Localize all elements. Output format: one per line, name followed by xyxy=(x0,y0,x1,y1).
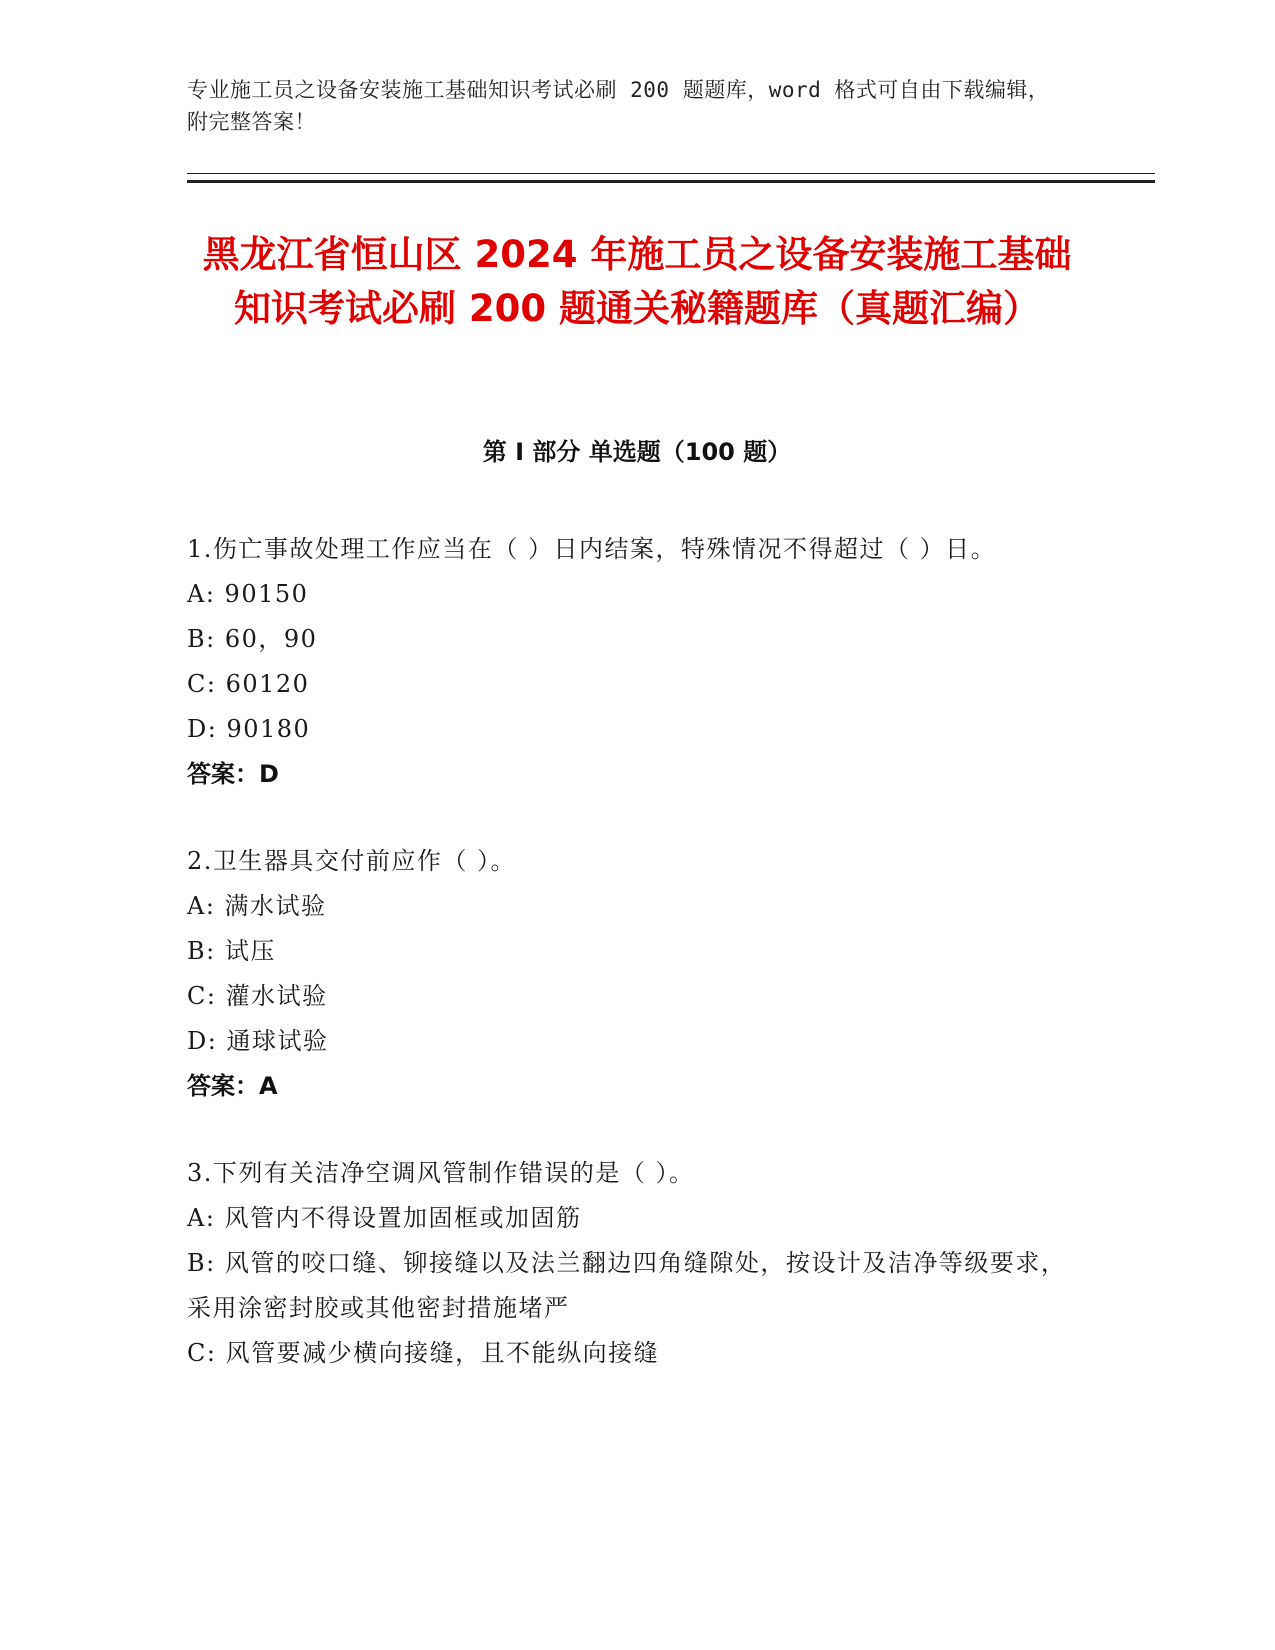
header-rule-thin xyxy=(187,173,1155,174)
option-b: B: 60，90 xyxy=(187,625,318,653)
option-a: A: 风管内不得设置加固框或加固筋 xyxy=(187,1204,582,1232)
question-1 xyxy=(187,527,1067,797)
answer: 答案：A xyxy=(187,1072,278,1100)
option-d: D: 通球试验 xyxy=(187,1027,329,1055)
question-2 xyxy=(187,839,1067,1109)
question-3 xyxy=(187,1151,1067,1376)
option-a: A: 满水试验 xyxy=(187,892,327,920)
question-text: 2.卫生器具交付前应作（ ）。 xyxy=(187,847,517,875)
option-b: B: 风管的咬口缝、铆接缝以及法兰翻边四角缝隙处，按设计及洁净等级要求，采用涂密封胶或其他密封措施堵严 xyxy=(187,1249,1067,1322)
document-title: 黑龙江省恒山区 2024 年施工员之设备安装施工基础知识考试必刷 200 题通关秘籍题库（真题汇编） xyxy=(202,233,1072,330)
question-text: 3.下列有关洁净空调风管制作错误的是（ ）。 xyxy=(187,1159,695,1187)
section-title: 第 I 部分 单选题（100 题） xyxy=(482,438,792,466)
option-c: C: 60120 xyxy=(187,670,310,698)
option-a: A: 90150 xyxy=(187,580,309,608)
header-rule-thick xyxy=(187,180,1155,183)
answer: 答案：D xyxy=(187,760,279,788)
option-c: C: 灌水试验 xyxy=(187,982,328,1010)
option-d: D: 90180 xyxy=(187,715,311,743)
header-note: 专业施工员之设备安装施工基础知识考试必刷 200 题题库，word 格式可自由下载编辑，附完整答案！ xyxy=(187,78,1050,134)
question-list xyxy=(187,527,1067,1418)
option-c: C: 风管要减少横向接缝，且不能纵向接缝 xyxy=(187,1339,660,1367)
option-b: B: 试压 xyxy=(187,937,276,965)
question-text: 1.伤亡事故处理工作应当在（ ）日内结案，特殊情况不得超过（ ）日。 xyxy=(187,535,997,563)
